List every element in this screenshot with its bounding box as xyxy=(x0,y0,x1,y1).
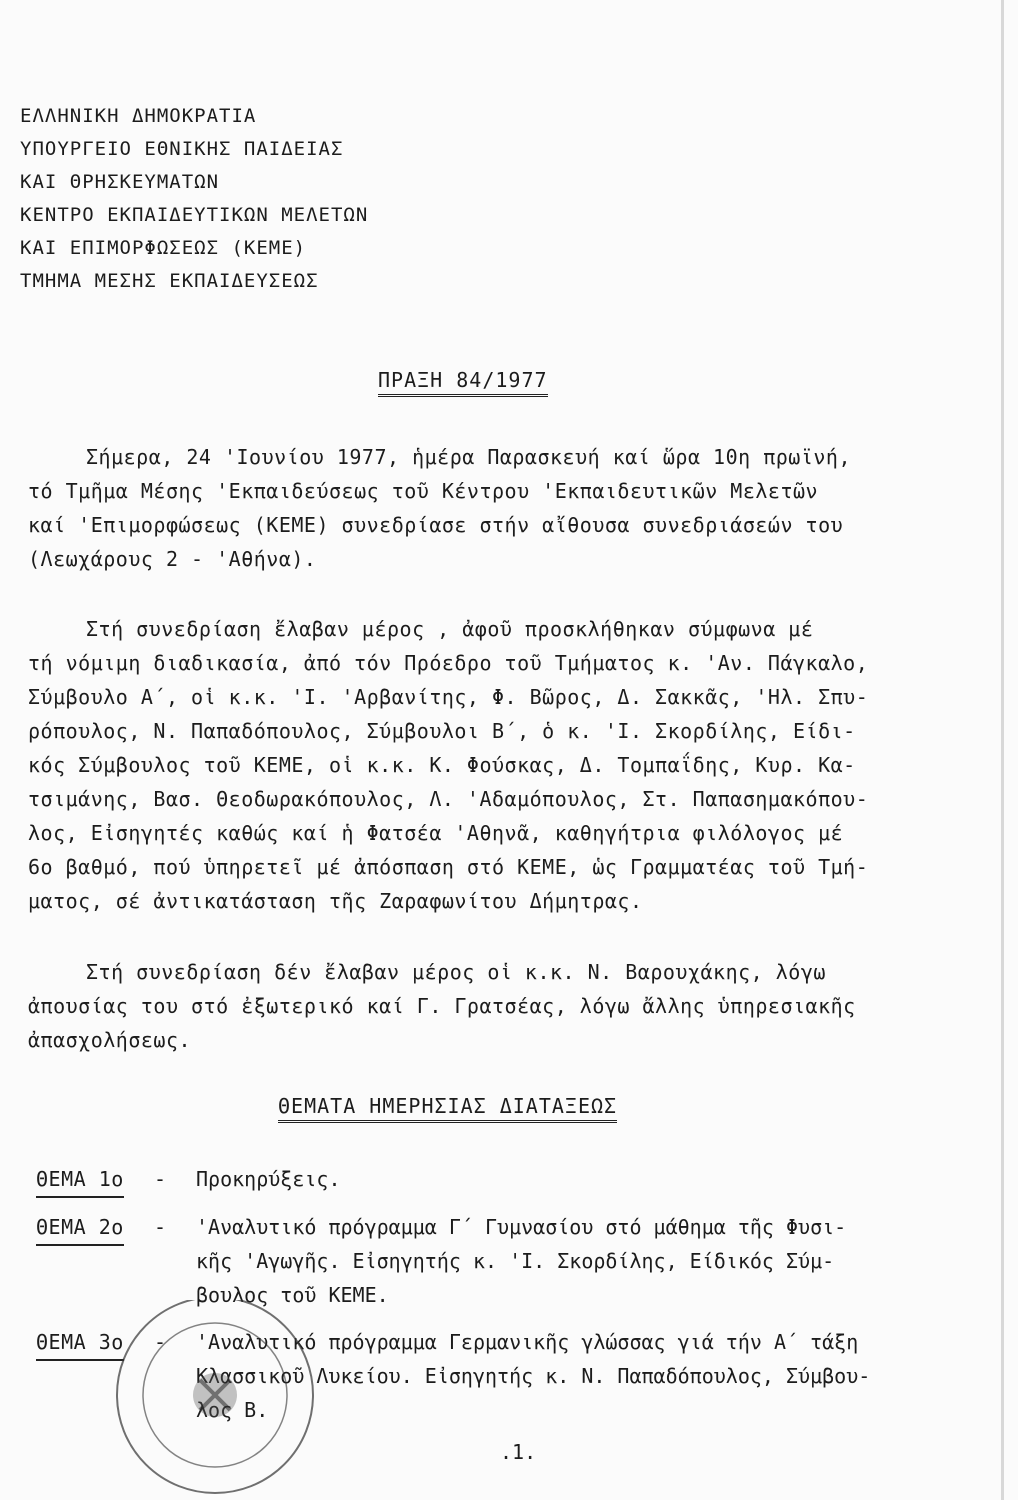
paragraph-line: (Λεωχάρους 2 - 'Αθήνα). xyxy=(28,547,317,571)
paragraph-line: Σύμβουλο Α΄, οἱ κ.κ. 'Ι. 'Αρβανίτης, Φ. Βῶρος, Δ. Σακκᾶς, 'Ηλ. Σπυ- xyxy=(28,685,869,709)
agenda-item-dash: - xyxy=(154,1167,167,1191)
agenda-item-label: ΘΕΜΑ 1ο xyxy=(36,1162,124,1198)
agenda-item-line: Κλασσικοῦ Λυκείου. Εἰσηγητής κ. Ν. Παπαδόπουλος, Σύμβου- xyxy=(196,1364,871,1388)
letterhead-line: ΚΕΝΤΡΟ ΕΚΠΑΙΔΕΥΤΙΚΩΝ ΜΕΛΕΤΩΝ xyxy=(20,204,369,226)
paragraph-line: Στή συνεδρίαση δέν ἔλαβαν μέρος οἱ κ.κ. Ν. Βαρουχάκης, λόγω xyxy=(86,960,826,984)
paragraph-line: καί 'Επιμορφώσεως (ΚΕΜΕ) συνεδρίασε στήν αἴθουσα συνεδριάσεών του xyxy=(28,513,844,537)
paragraph-line: τσιμάνης, Βασ. Θεοδωρακόπουλος, Λ. 'Αδαμόπουλος, Στ. Παπασημακόπου- xyxy=(28,787,869,811)
official-seal-stamp xyxy=(100,1300,330,1500)
paragraph-opening xyxy=(28,440,958,576)
agenda-item-line: 'Αναλυτικό πρόγραμμα Γερμανικῆς γλώσσας γιά τήν Α΄ τάξη xyxy=(196,1330,859,1354)
agenda-item-line: 'Αναλυτικό πρόγραμμα Γ΄ Γυμνασίου στό μάθημα τῆς Φυσι- xyxy=(196,1215,847,1239)
agenda-item-dash: - xyxy=(154,1215,167,1239)
paragraph-line: Στή συνεδρίαση ἔλαβαν μέρος , ἀφοῦ προσκλήθηκαν σύμφωνα μέ xyxy=(86,617,814,641)
agenda-item-text xyxy=(196,1210,986,1312)
paragraph-line: λος, Εἰσηγητές καθώς καί ἡ Φατσέα 'Αθηνᾶ, καθηγήτρια φιλόλογος μέ xyxy=(28,821,844,845)
agenda-item-line: κῆς 'Αγωγῆς. Εἰσηγητής κ. 'Ι. Σκορδίλης, Είδικός Σύμ- xyxy=(196,1249,835,1273)
letterhead xyxy=(20,100,368,298)
paragraph-line: ρόπουλος, Ν. Παπαδόπουλος, Σύμβουλοι Β΄, ὁ κ. 'Ι. Σκορδίλης, Είδι- xyxy=(28,719,856,743)
paragraph-line: ἀπουσίας του στό ἐξωτερικό καί Γ. Γρατσέας, λόγω ἄλλης ὑπηρεσιακῆς xyxy=(28,994,856,1018)
document-title-text: ΠΡΑΞΗ 84/1977 xyxy=(378,368,548,397)
agenda-item-label: ΘΕΜΑ 2ο xyxy=(36,1210,124,1246)
paragraph-line: τή νόμιμη διαδικασία, ἀπό τόν Πρόεδρο τοῦ Τμήματος κ. 'Αν. Πάγκαλο, xyxy=(28,651,869,675)
paragraph-attendees xyxy=(28,612,958,918)
paragraph-line: τό Τμῆμα Μέσης 'Εκπαιδεύσεως τοῦ Κέντρου 'Εκπαιδευτικῶν Μελετῶν xyxy=(28,479,819,503)
agenda-item-line: βουλος τοῦ ΚΕΜΕ. xyxy=(196,1283,389,1307)
agenda-title xyxy=(278,1094,617,1118)
page-number: .1. xyxy=(500,1440,537,1464)
letterhead-line: ΤΜΗΜΑ ΜΕΣΗΣ ΕΚΠΑΙΔΕΥΣΕΩΣ xyxy=(20,270,319,292)
agenda-item-dash: - xyxy=(154,1330,167,1354)
letterhead-line: ΚΑΙ ΘΡΗΣΚΕΥΜΑΤΩΝ xyxy=(20,171,220,193)
paragraph-line: Σήμερα, 24 'Ιουνίου 1977, ἡμέρα Παρασκευή καί ὥρα 10η πρωϊνή, xyxy=(86,445,852,469)
letterhead-line: ΚΑΙ ΕΠΙΜΟΡΦΩΣΕΩΣ (ΚΕΜΕ) xyxy=(20,237,307,259)
paragraph-line: ἀπασχολήσεως. xyxy=(28,1028,192,1052)
agenda-title-text: ΘΕΜΑΤΑ ΗΜΕΡΗΣΙΑΣ ΔΙΑΤΑΞΕΩΣ xyxy=(278,1094,617,1123)
letterhead-line: ΕΛΛΗΝΙΚΗ ΔΗΜΟΚΡΑΤΙΑ xyxy=(20,105,257,127)
page-edge-shadow xyxy=(1001,0,1004,1500)
agenda-item-line: λος Β. xyxy=(196,1398,269,1422)
paragraph-line: κός Σύμβουλος τοῦ ΚΕΜΕ, οἱ κ.κ. Κ. Φούσκας, Δ. Τομπαΐδης, Κυρ. Κα- xyxy=(28,753,856,777)
paragraph-line: ματος, σέ ἀντικατάσταση τῆς Ζαραφωνίτου Δήμητρας. xyxy=(28,889,643,913)
paragraph-absentees xyxy=(28,955,958,1057)
paragraph-line: 6ο βαθμό, πού ὑπηρετεῖ μέ ἀπόσπαση στό ΚΕΜΕ, ὡς Γραμματέας τοῦ Τμή- xyxy=(28,855,869,879)
letterhead-line: ΥΠΟΥΡΓΕΙΟ ΕΘΝΙΚΗΣ ΠΑΙΔΕΙΑΣ xyxy=(20,138,344,160)
agenda-item-label: ΘΕΜΑ 3ο xyxy=(36,1325,124,1361)
agenda-item-text xyxy=(196,1162,986,1196)
agenda-item-line: Προκηρύξεις. xyxy=(196,1167,341,1191)
document-title xyxy=(378,368,548,392)
